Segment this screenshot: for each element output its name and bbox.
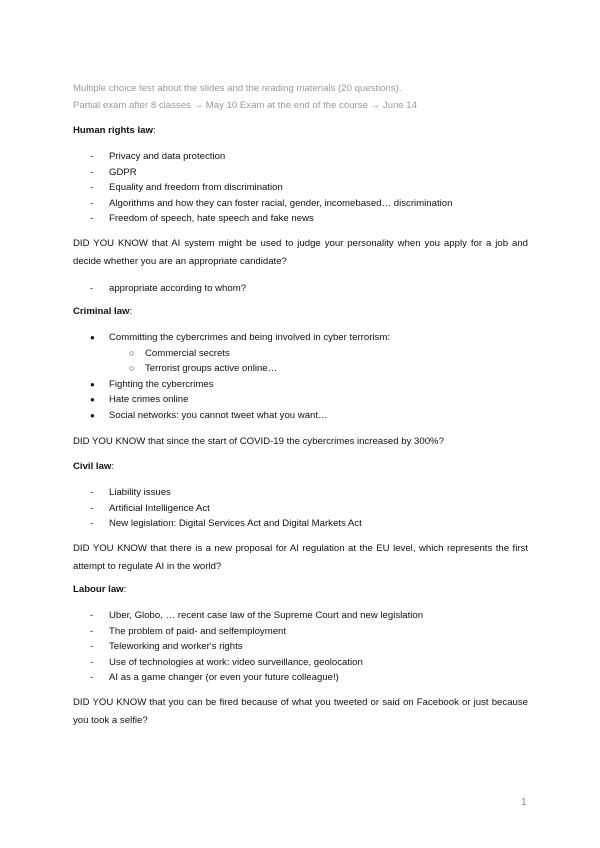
human-rights-list bbox=[73, 149, 528, 227]
list-item: - appropriate according to whom? bbox=[90, 283, 247, 294]
test-description: Multiple choice test about the slides and the reading materials (20 questions). bbox=[73, 83, 402, 94]
list-item: ● Social networks: you cannot tweet what you want… bbox=[90, 409, 328, 421]
list-item: - New legislation: Digital Services Act and Digital Markets Act bbox=[90, 518, 362, 529]
list-item: - Freedom of speech, hate speech and fake news bbox=[90, 213, 314, 224]
list-item: ● Hate crimes online bbox=[90, 394, 189, 405]
labour-list bbox=[73, 608, 528, 686]
did-you-know-fired: DID YOU KNOW that you can be fired because of what you tweeted or said on Facebook or just because you took a selfie? bbox=[73, 697, 528, 726]
criminal-list bbox=[73, 330, 528, 346]
list-item: - The problem of paid- and selfemployment bbox=[90, 625, 287, 637]
section-heading: Human rights law: bbox=[73, 125, 156, 136]
page-number: 1 bbox=[521, 797, 527, 808]
civil-list bbox=[73, 485, 528, 532]
follow-up-block bbox=[73, 281, 528, 297]
criminal-list-block bbox=[73, 330, 528, 423]
labour-list-block bbox=[73, 608, 528, 686]
course-info bbox=[73, 80, 417, 114]
criminal-list-rest bbox=[73, 377, 528, 424]
did-you-know-cybercrimes: DID YOU KNOW that since the start of COVID-19 the cybercrimes increased by 300%? bbox=[73, 436, 444, 447]
list-item: ○ Commercial secrets bbox=[129, 347, 230, 359]
list-item: - Artificial Intelligence Act bbox=[90, 502, 210, 514]
section-heading: Criminal law: bbox=[73, 306, 133, 317]
list-item: - Privacy and data protection bbox=[90, 151, 226, 162]
civil-section bbox=[73, 460, 528, 474]
labour-section bbox=[73, 583, 528, 597]
section-heading: Labour law: bbox=[73, 584, 127, 595]
did-you-know-ai-regulation: DID YOU KNOW that there is a new proposal for AI regulation at the EU level, which represents the first attempt to regulate AI in the world? bbox=[73, 543, 528, 572]
list-item: - GDPR bbox=[90, 166, 137, 178]
list-item: - Uber, Globo, … recent case law of the Supreme Court and new legislation bbox=[90, 610, 424, 621]
follow-up-list bbox=[73, 281, 528, 297]
criminal-section bbox=[73, 305, 528, 319]
list-item: ● Committing the cybercrimes and being involved in cyber terrorism: bbox=[90, 332, 390, 343]
list-item: - Equality and freedom from discrimination bbox=[90, 182, 283, 193]
list-item: - Use of technologies at work: video surveillance, geolocation bbox=[90, 656, 363, 668]
list-item: - Teleworking and worker's rights bbox=[90, 641, 243, 652]
list-item: - Liability issues bbox=[90, 487, 171, 498]
list-item: ○ Terrorist groups active online… bbox=[129, 363, 278, 374]
human-rights-list-block bbox=[73, 149, 528, 227]
exam-dates: Partial exam after 8 classes → May 10 Exam at the end of the course → June 14 bbox=[73, 100, 417, 111]
list-item: ● Fighting the cybercrimes bbox=[90, 378, 214, 390]
criminal-sub-list bbox=[73, 346, 528, 377]
section-heading: Civil law: bbox=[73, 461, 115, 472]
civil-list-block bbox=[73, 485, 528, 532]
list-item: - AI as a game changer (or even your future colleague!) bbox=[90, 672, 339, 683]
list-item: - Algorithms and how they can foster racial, gender, incomebased… discrimination bbox=[90, 197, 453, 209]
did-you-know-ai-personality: DID YOU KNOW that AI system might be used to judge your personality when you apply for a job and decide whether you are an appropriate candidate? bbox=[73, 238, 528, 267]
human-rights-section bbox=[73, 124, 528, 138]
